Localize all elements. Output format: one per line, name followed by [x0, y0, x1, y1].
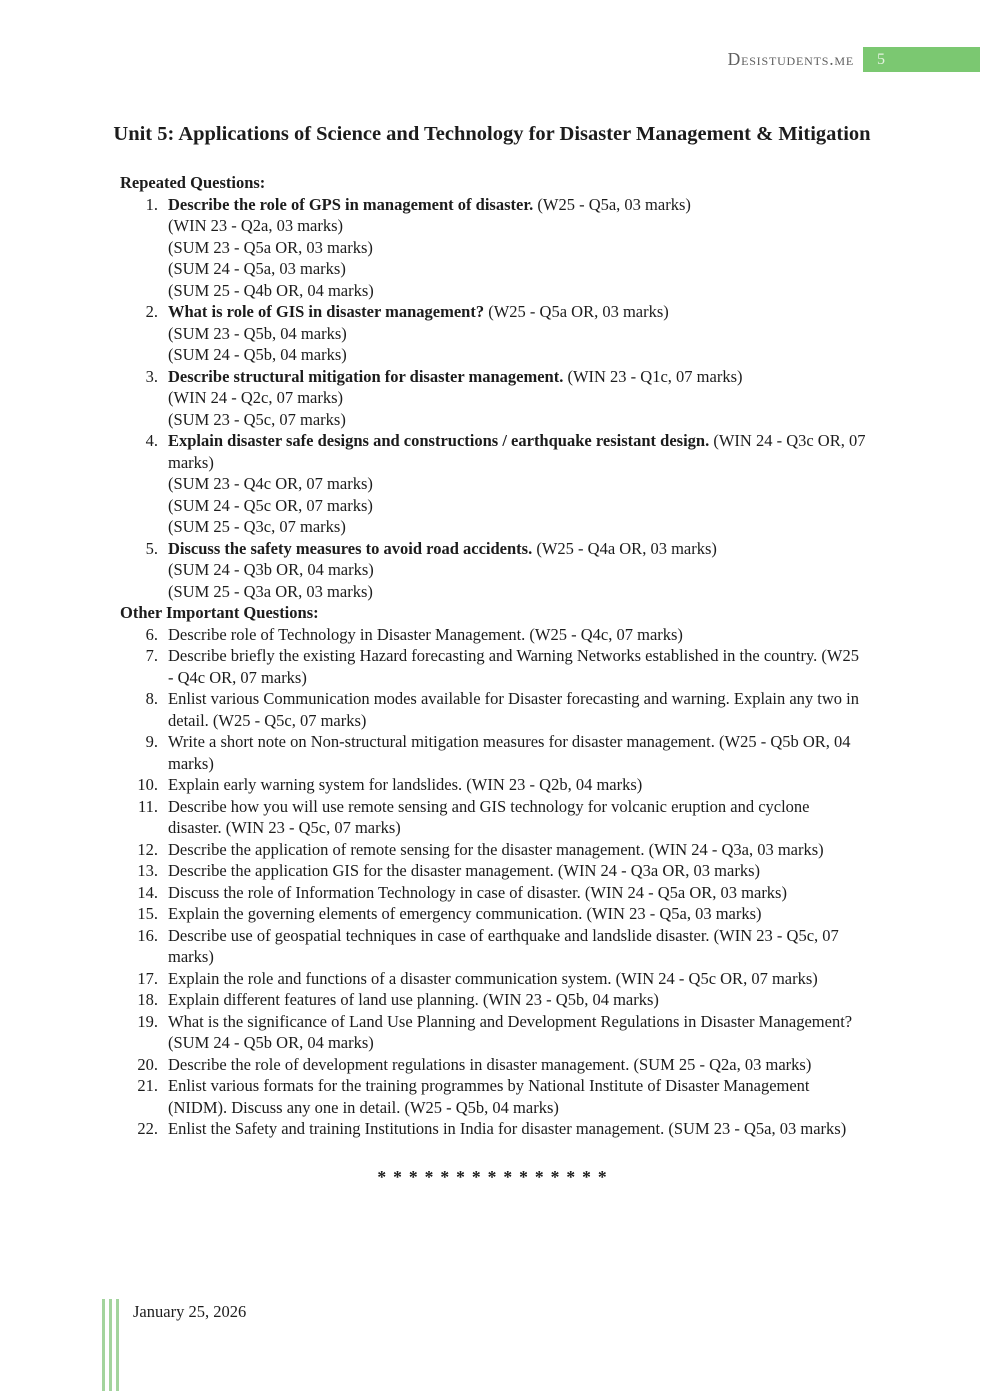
question-item — [120, 882, 866, 904]
question-plain-text: Describe the role of development regulations in disaster management. (SUM 25 - Q2a, 03 marks) — [168, 1054, 812, 1074]
question-plain-text: Enlist various Communication modes available for Disaster forecasting and warning. Explain any two in detail. (W25 - Q5c, 07 marks) — [168, 689, 860, 730]
question-plain-text: Explain the role and functions of a disaster communication system. (WIN 24 - Q5c OR, 07 marks) — [168, 968, 818, 988]
question-item — [120, 731, 866, 774]
question-number: 10. — [137, 775, 158, 794]
question-text — [168, 903, 866, 925]
question-number: 5. — [145, 538, 158, 558]
question-plain-text: Enlist various formats for the training programmes by National Institute of Disaster Management (NIDM). Discuss any one in detail. (W25 - Q5b, 04 marks) — [168, 1076, 810, 1117]
question-number: 2. — [145, 302, 158, 321]
question-extra-ref: (SUM 24 - Q5a, 03 marks) — [168, 259, 346, 278]
question-text — [168, 366, 866, 431]
site-name: Desistudents.me — [727, 49, 854, 69]
question-text — [168, 1011, 866, 1054]
question-bold-text: Discuss the safety measures to avoid road accidents. — [168, 538, 533, 558]
question-number: 18. — [137, 990, 158, 1009]
question-number: 13. — [137, 861, 158, 880]
question-number: 19. — [137, 1011, 158, 1031]
question-extra-ref: (SUM 23 - Q5b, 04 marks) — [168, 323, 347, 343]
question-item — [120, 1075, 866, 1118]
question-item — [120, 194, 866, 302]
question-text — [168, 731, 866, 774]
question-plain-text: Describe the application GIS for the disaster management. (WIN 24 - Q3a OR, 03 marks) — [168, 861, 760, 880]
question-ref: (W25 - Q4a OR, 03 marks) — [536, 538, 717, 558]
question-plain-text: Write a short note on Non-structural mitigation measures for disaster management. (W25 - Q5b OR, 04 marks) — [168, 732, 851, 773]
question-number: 4. — [145, 431, 158, 450]
question-text — [168, 989, 866, 1011]
question-plain-text: What is the significance of Land Use Planning and Development Regulations in Disaster Management? (SUM 24 - Q5b OR, 04 marks) — [168, 1011, 853, 1052]
question-text — [168, 624, 866, 646]
question-plain-text: Explain early warning system for landslides. (WIN 23 - Q2b, 04 marks) — [168, 775, 643, 794]
question-item — [120, 624, 866, 646]
question-text — [168, 1054, 866, 1076]
question-text — [168, 882, 866, 904]
separator-stars: *************** — [377, 1166, 614, 1187]
question-item — [120, 688, 866, 731]
page-number-badge: 5 — [863, 47, 980, 72]
question-item — [120, 1011, 866, 1054]
question-extra-ref: (SUM 23 - Q4c OR, 07 marks) — [168, 474, 373, 493]
question-ref: (WIN 24 - Q3c OR, 07 marks) — [168, 431, 866, 472]
question-number: 8. — [145, 689, 158, 708]
question-plain-text: Describe role of Technology in Disaster Management. (W25 - Q4c, 07 marks) — [168, 624, 683, 644]
question-list — [120, 172, 866, 1140]
question-text — [168, 1075, 866, 1118]
question-plain-text: Enlist the Safety and training Institutions in India for disaster management. (SUM 23 - Q5a, 03 marks) — [168, 1119, 847, 1138]
question-extra-ref: (SUM 23 - Q5c, 07 marks) — [168, 409, 346, 429]
question-text — [168, 925, 866, 968]
question-number: 15. — [137, 904, 158, 923]
question-item — [120, 538, 866, 603]
section-heading: Repeated Questions: — [120, 173, 266, 192]
question-item — [120, 366, 866, 431]
question-ref: (WIN 23 - Q1c, 07 marks) — [567, 366, 743, 386]
question-bold-text: Describe structural mitigation for disaster management. — [168, 366, 564, 386]
question-bold-text: Describe the role of GPS in management of disaster. — [168, 194, 534, 214]
question-item — [120, 989, 866, 1011]
question-text — [168, 301, 866, 366]
question-number: 3. — [145, 366, 158, 386]
question-bold-text: What is role of GIS in disaster management? — [168, 302, 485, 321]
question-number: 9. — [145, 732, 158, 751]
question-extra-ref: (WIN 23 - Q2a, 03 marks) — [168, 216, 344, 235]
question-plain-text: Describe briefly the existing Hazard forecasting and Warning Networks established in the country. (W25 - Q4c OR, 07 marks) — [168, 646, 859, 687]
question-extra-ref: (SUM 25 - Q3a OR, 03 marks) — [168, 581, 373, 601]
question-text — [168, 968, 866, 990]
question-number: 17. — [137, 968, 158, 988]
question-item — [120, 903, 866, 925]
question-item — [120, 774, 866, 796]
question-number: 1. — [145, 194, 158, 214]
question-item — [120, 430, 866, 538]
question-item — [120, 839, 866, 861]
question-number: 12. — [137, 839, 158, 859]
question-extra-ref: (SUM 24 - Q5c OR, 07 marks) — [168, 495, 373, 515]
question-plain-text: Explain different features of land use planning. (WIN 23 - Q5b, 04 marks) — [168, 990, 659, 1009]
question-bold-text: Explain disaster safe designs and constructions / earthquake resistant design. — [168, 431, 710, 450]
question-plain-text: Describe how you will use remote sensing and GIS technology for volcanic eruption and cyclone disaster. (WIN 23 - Q5c, 07 marks) — [168, 796, 810, 837]
question-extra-ref: (SUM 24 - Q5b, 04 marks) — [168, 345, 347, 364]
question-item — [120, 968, 866, 990]
question-plain-text: Describe use of geospatial techniques in case of earthquake and landslide disaster. (WIN 23 - Q5c, 07 marks) — [168, 925, 839, 966]
question-item — [120, 301, 866, 366]
question-text — [168, 860, 866, 882]
question-text — [168, 430, 866, 538]
question-item — [120, 1054, 866, 1076]
question-item — [120, 860, 866, 882]
question-text — [168, 688, 866, 731]
question-item — [120, 925, 866, 968]
question-number: 6. — [145, 624, 158, 644]
question-number: 16. — [137, 925, 158, 945]
question-text — [168, 194, 866, 302]
question-item — [120, 1118, 866, 1140]
question-item — [120, 645, 866, 688]
question-number: 11. — [137, 796, 158, 816]
footer-date: January 25, 2026 — [133, 1302, 247, 1321]
question-text — [168, 796, 866, 839]
question-number: 21. — [137, 1076, 158, 1095]
question-text — [168, 839, 866, 861]
question-ref: (W25 - Q5a OR, 03 marks) — [488, 302, 669, 321]
question-ref: (W25 - Q5a, 03 marks) — [537, 194, 691, 214]
question-extra-ref: (SUM 24 - Q3b OR, 04 marks) — [168, 560, 374, 579]
question-number: 14. — [137, 882, 158, 902]
question-plain-text: Describe the application of remote sensing for the disaster management. (WIN 24 - Q3a, 03 marks) — [168, 839, 824, 859]
question-text — [168, 1118, 866, 1140]
question-text — [168, 538, 866, 603]
question-number: 20. — [137, 1054, 158, 1074]
question-number: 22. — [137, 1119, 158, 1138]
question-number: 7. — [145, 646, 158, 665]
question-extra-ref: (WIN 24 - Q2c, 07 marks) — [168, 388, 344, 407]
page-header — [0, 47, 984, 72]
page-title: Unit 5: Applications of Science and Technology for Disaster Management & Mitigation — [113, 123, 871, 145]
section-heading: Other Important Questions: — [120, 603, 319, 622]
question-extra-ref: (SUM 25 - Q3c, 07 marks) — [168, 517, 346, 536]
question-text — [168, 645, 866, 688]
footer-decoration-lines — [102, 1299, 119, 1391]
question-text — [168, 774, 866, 796]
question-extra-ref: (SUM 25 - Q4b OR, 04 marks) — [168, 280, 374, 300]
question-plain-text: Explain the governing elements of emergency communication. (WIN 23 - Q5a, 03 marks) — [168, 904, 762, 923]
question-plain-text: Discuss the role of Information Technology in case of disaster. (WIN 24 - Q5a OR, 03 marks) — [168, 882, 787, 902]
question-item — [120, 796, 866, 839]
question-extra-ref: (SUM 23 - Q5a OR, 03 marks) — [168, 237, 373, 257]
